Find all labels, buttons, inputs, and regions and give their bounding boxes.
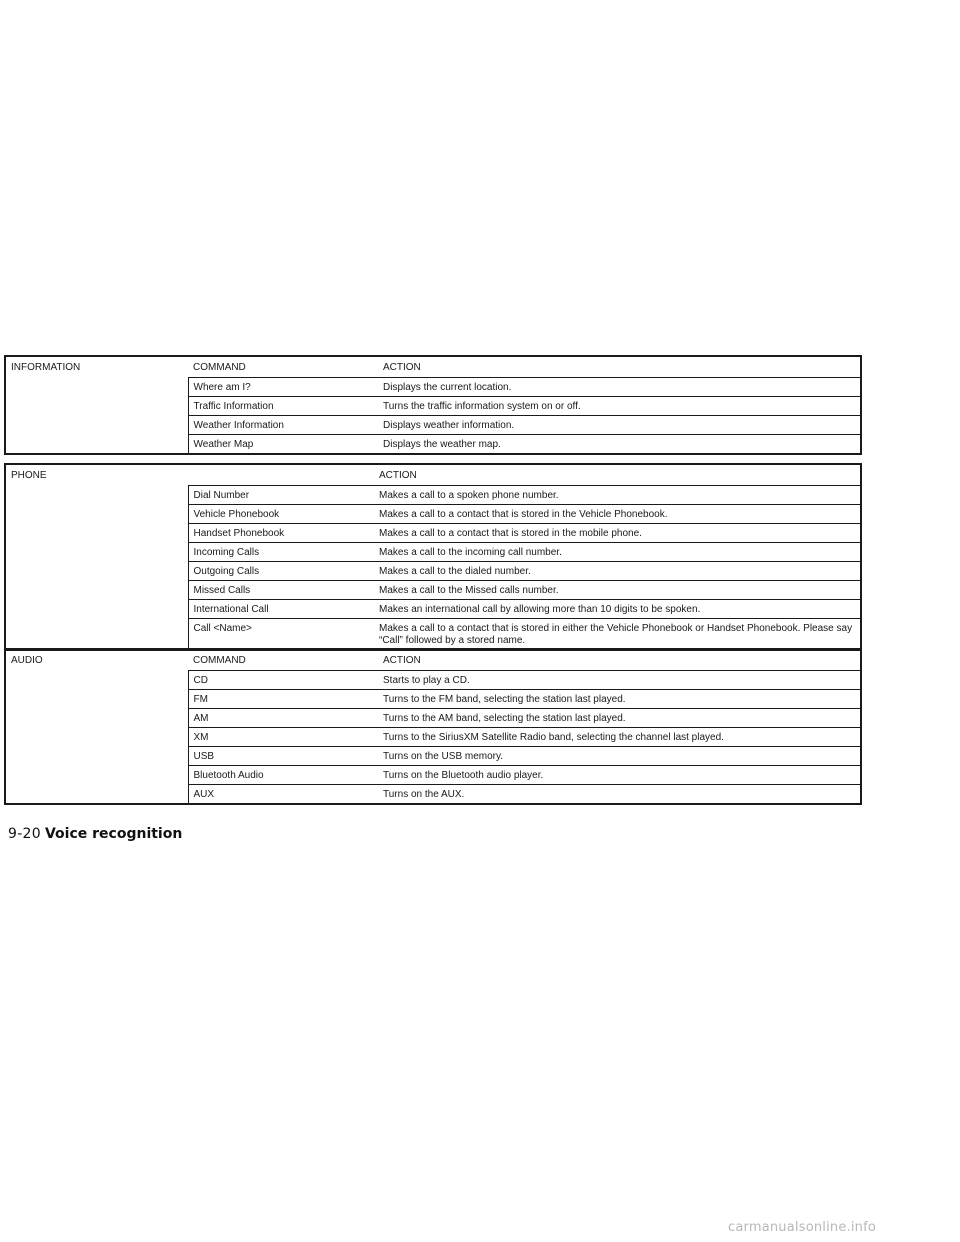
command-header: COMMAND bbox=[193, 655, 246, 666]
action-cell: Displays weather information. bbox=[378, 416, 861, 435]
page-number: 9-20 bbox=[8, 826, 41, 842]
action-header: ACTION bbox=[383, 362, 421, 373]
action-cell: Makes an international call by allowing more than 10 digits to be spoken. bbox=[374, 600, 861, 619]
action-cell: Displays the current location. bbox=[378, 378, 861, 397]
action-cell: Makes a call to a spoken phone number. bbox=[374, 486, 861, 505]
command-cell: XM bbox=[188, 728, 378, 747]
command-cell: Bluetooth Audio bbox=[188, 766, 378, 785]
action-cell: Displays the weather map. bbox=[378, 435, 861, 455]
table-row bbox=[5, 378, 861, 397]
command-cell: Vehicle Phonebook bbox=[188, 505, 374, 524]
section-title: Voice recognition bbox=[44, 826, 183, 842]
category-header: INFORMATION bbox=[11, 362, 81, 373]
action-cell: Makes a call to a contact that is stored in either the Vehicle Phonebook or Handset Phonebook. Please say “Call” followed by a stored name. bbox=[374, 619, 861, 651]
table-header-row bbox=[5, 464, 861, 486]
action-cell: Makes a call to the dialed number. bbox=[374, 562, 861, 581]
page-footer bbox=[8, 825, 182, 842]
action-header: ACTION bbox=[379, 470, 417, 481]
action-cell: Turns on the AUX. bbox=[378, 785, 861, 805]
command-cell: Traffic Information bbox=[188, 397, 378, 416]
command-cell: Outgoing Calls bbox=[188, 562, 374, 581]
action-cell: Makes a call to the Missed calls number. bbox=[374, 581, 861, 600]
action-cell: Turns the traffic information system on or off. bbox=[378, 397, 861, 416]
command-cell: Dial Number bbox=[188, 486, 374, 505]
action-cell: Turns on the Bluetooth audio player. bbox=[378, 766, 861, 785]
table-header-row bbox=[5, 356, 861, 378]
command-cell: Missed Calls bbox=[188, 581, 374, 600]
command-cell: AM bbox=[188, 709, 378, 728]
command-header: COMMAND bbox=[193, 362, 246, 373]
command-cell: International Call bbox=[188, 600, 374, 619]
watermark: carmanualsonline.info bbox=[728, 1220, 877, 1235]
table-header-row bbox=[5, 649, 861, 671]
command-cell: Weather Map bbox=[188, 435, 378, 455]
command-cell: Weather Information bbox=[188, 416, 378, 435]
audio-table bbox=[4, 648, 862, 805]
phone-table bbox=[4, 463, 862, 651]
command-cell: Handset Phonebook bbox=[188, 524, 374, 543]
action-cell: Makes a call to the incoming call number. bbox=[374, 543, 861, 562]
command-cell: Call <Name> bbox=[188, 619, 374, 651]
action-cell: Makes a call to a contact that is stored in the mobile phone. bbox=[374, 524, 861, 543]
command-header bbox=[188, 464, 374, 486]
command-cell: Incoming Calls bbox=[188, 543, 374, 562]
action-cell: Turns to the AM band, selecting the station last played. bbox=[378, 709, 861, 728]
category-header: PHONE bbox=[11, 470, 47, 481]
command-cell: FM bbox=[188, 690, 378, 709]
command-cell: CD bbox=[188, 671, 378, 690]
command-cell: Where am I? bbox=[188, 378, 378, 397]
command-cell: AUX bbox=[188, 785, 378, 805]
table-row bbox=[5, 671, 861, 690]
category-header: AUDIO bbox=[11, 655, 43, 666]
action-cell: Makes a call to a contact that is stored in the Vehicle Phonebook. bbox=[374, 505, 861, 524]
action-cell: Turns to the SiriusXM Satellite Radio band, selecting the channel last played. bbox=[378, 728, 861, 747]
action-cell: Turns on the USB memory. bbox=[378, 747, 861, 766]
table-row bbox=[5, 486, 861, 505]
command-cell: USB bbox=[188, 747, 378, 766]
information-table bbox=[4, 355, 862, 455]
action-header: ACTION bbox=[383, 655, 421, 666]
action-cell: Turns to the FM band, selecting the station last played. bbox=[378, 690, 861, 709]
action-cell: Starts to play a CD. bbox=[378, 671, 861, 690]
